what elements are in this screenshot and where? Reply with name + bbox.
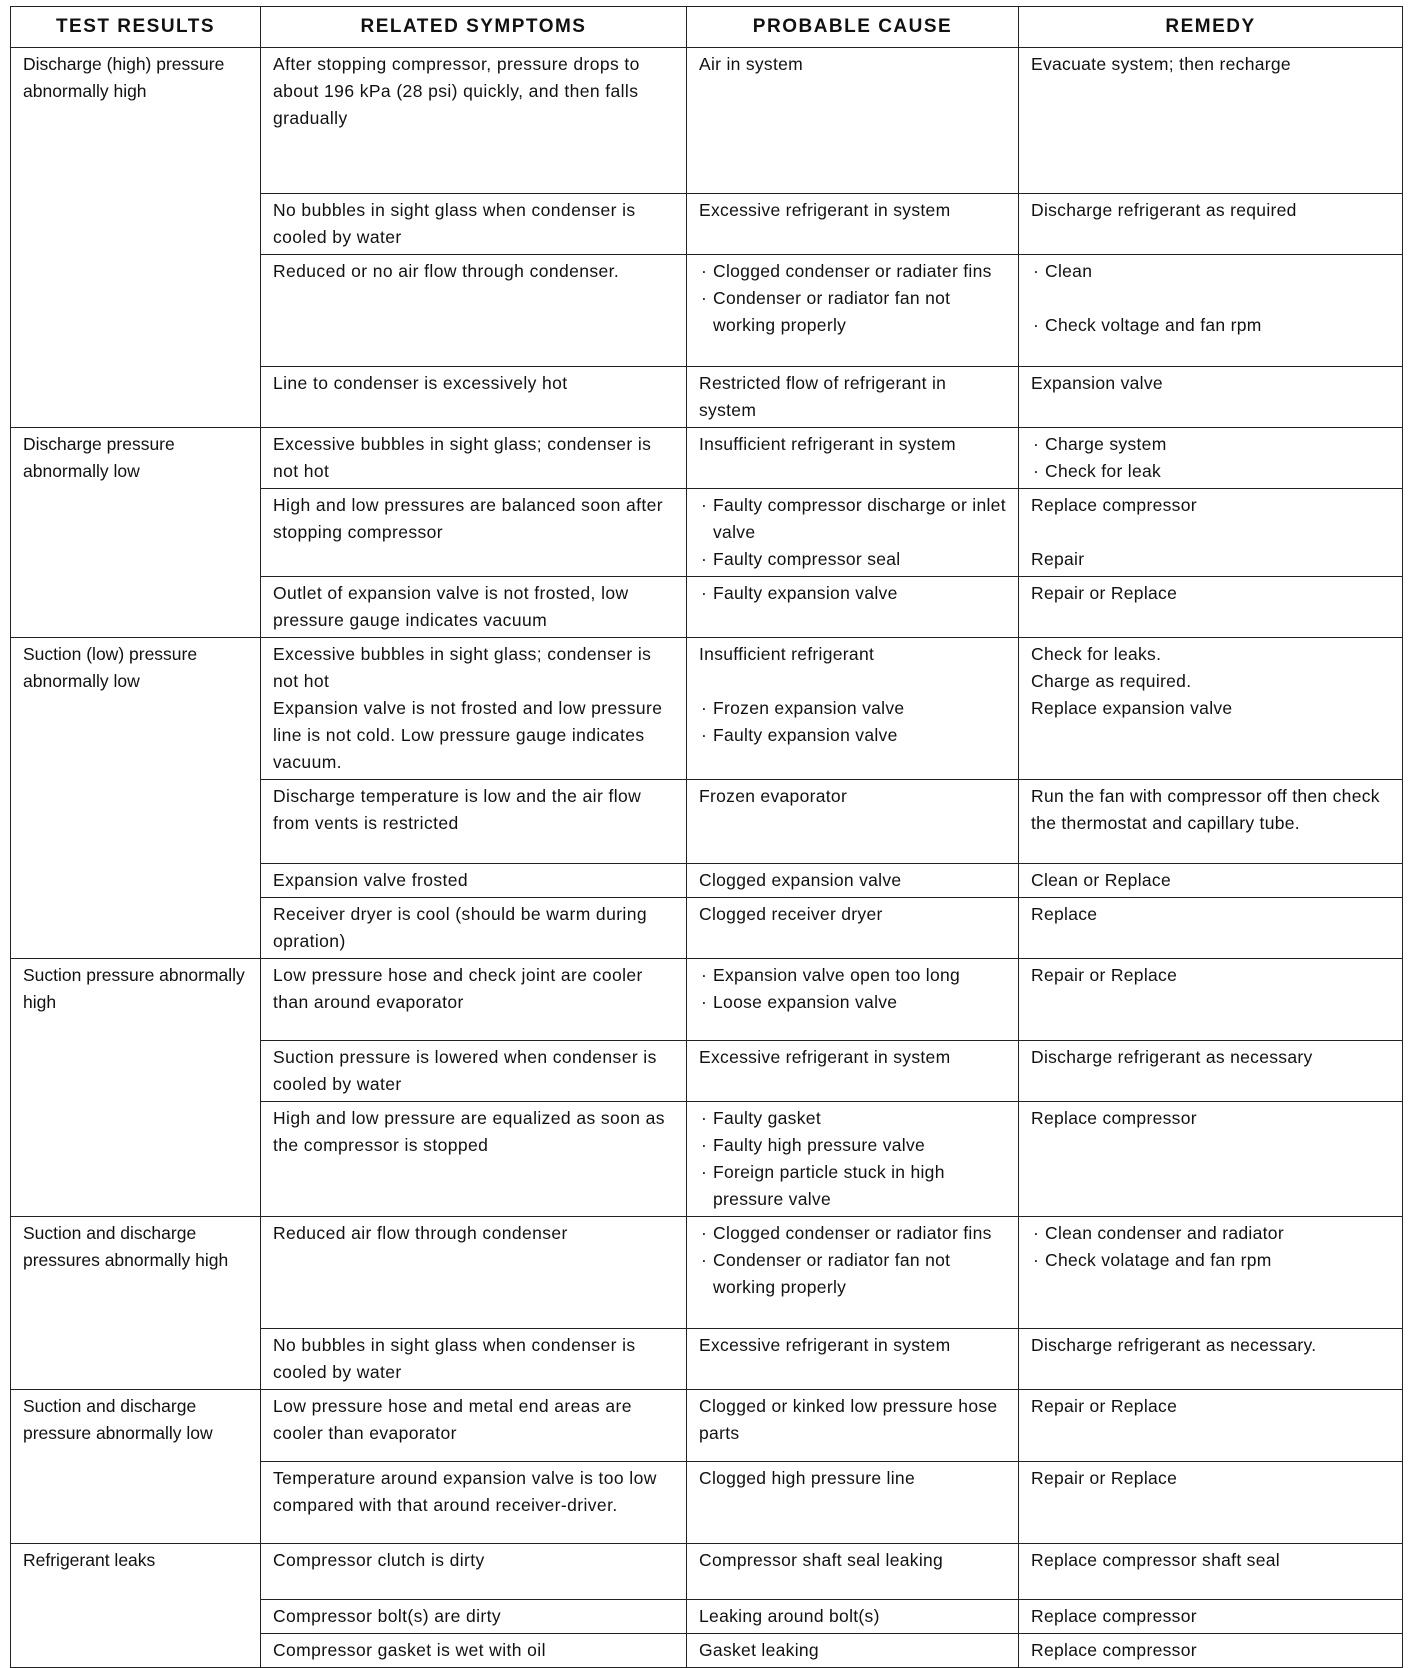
cause-cell bbox=[687, 1634, 1019, 1668]
remedy-cell bbox=[1019, 780, 1403, 864]
remedy-line: Replace compressor shaft seal bbox=[1031, 1550, 1280, 1570]
remedy-cell bbox=[1019, 1390, 1403, 1462]
cause-line: · Faulty expansion valve bbox=[699, 722, 1008, 749]
header-row bbox=[11, 7, 1403, 48]
header-remedy: REMEDY bbox=[1019, 7, 1403, 48]
symptom-cell bbox=[261, 959, 687, 1041]
remedy-cell bbox=[1019, 48, 1403, 194]
remedy-line: Repair or Replace bbox=[1031, 1396, 1178, 1416]
cause-cell bbox=[687, 1329, 1019, 1390]
cause-line: · Condenser or radiator fan not working properly bbox=[699, 1247, 1008, 1301]
cause-cell bbox=[687, 898, 1019, 959]
symptom-cell bbox=[261, 864, 687, 898]
cause-line: Compressor shaft seal leaking bbox=[699, 1550, 944, 1570]
test-result-cell: Suction pressure abnormally high bbox=[11, 959, 261, 1217]
symptom-line: Reduced air flow through condenser bbox=[273, 1223, 568, 1243]
cause-cell bbox=[687, 48, 1019, 194]
remedy-spacer bbox=[1031, 285, 1392, 312]
troubleshooting-chart bbox=[10, 6, 1402, 1668]
symptom-cell bbox=[261, 48, 687, 194]
symptom-cell bbox=[261, 1600, 687, 1634]
cause-cell bbox=[687, 489, 1019, 577]
cause-line: · Faulty expansion valve bbox=[699, 580, 1008, 607]
test-result-cell: Suction and discharge pressure abnormally low bbox=[11, 1390, 261, 1544]
remedy-cell bbox=[1019, 1544, 1403, 1600]
remedy-line: Charge as required. bbox=[1031, 671, 1192, 691]
symptom-line: Excessive bubbles in sight glass; condenser is not hot bbox=[273, 644, 652, 691]
remedy-cell bbox=[1019, 1041, 1403, 1102]
remedy-line: Repair bbox=[1031, 549, 1085, 569]
remedy-cell bbox=[1019, 1600, 1403, 1634]
cause-line: Insufficient refrigerant in system bbox=[699, 434, 956, 454]
cause-line: · Faulty high pressure valve bbox=[699, 1132, 1008, 1159]
table-row bbox=[11, 959, 1403, 1041]
symptom-line: Discharge temperature is low and the air flow from vents is restricted bbox=[273, 786, 642, 833]
cause-cell bbox=[687, 1600, 1019, 1634]
symptom-cell bbox=[261, 255, 687, 367]
remedy-cell bbox=[1019, 1634, 1403, 1668]
cause-cell bbox=[687, 577, 1019, 638]
table-header bbox=[11, 7, 1403, 48]
cause-cell bbox=[687, 367, 1019, 428]
cause-cell bbox=[687, 780, 1019, 864]
symptom-line: Compressor gasket is wet with oil bbox=[273, 1640, 546, 1660]
remedy-cell bbox=[1019, 959, 1403, 1041]
symptom-cell bbox=[261, 1634, 687, 1668]
cause-line: Frozen evaporator bbox=[699, 786, 848, 806]
test-result-cell: Suction and discharge pressures abnormally high bbox=[11, 1217, 261, 1390]
remedy-line: Clean or Replace bbox=[1031, 870, 1172, 890]
header-related-symptoms: RELATED SYMPTOMS bbox=[261, 7, 687, 48]
remedy-line: Check for leaks. bbox=[1031, 644, 1162, 664]
remedy-cell bbox=[1019, 1329, 1403, 1390]
cause-line: Clogged high pressure line bbox=[699, 1468, 915, 1488]
remedy-line: · Check for leak bbox=[1031, 458, 1392, 485]
symptom-cell bbox=[261, 1217, 687, 1329]
remedy-cell bbox=[1019, 428, 1403, 489]
symptom-line: Expansion valve frosted bbox=[273, 870, 469, 890]
cause-line: Excessive refrigerant in system bbox=[699, 1335, 951, 1355]
remedy-line: · Clean bbox=[1031, 258, 1392, 285]
symptom-cell bbox=[261, 1462, 687, 1544]
cause-line: Air in system bbox=[699, 54, 804, 74]
symptom-cell bbox=[261, 898, 687, 959]
cause-line: Clogged or kinked low pressure hose parts bbox=[699, 1396, 998, 1443]
remedy-cell bbox=[1019, 1462, 1403, 1544]
remedy-line: Replace compressor bbox=[1031, 495, 1197, 515]
table-row bbox=[11, 638, 1403, 780]
table-row bbox=[11, 1390, 1403, 1462]
remedy-cell bbox=[1019, 577, 1403, 638]
remedy-cell bbox=[1019, 898, 1403, 959]
cause-line: · Frozen expansion valve bbox=[699, 695, 1008, 722]
symptom-cell bbox=[261, 1102, 687, 1217]
remedy-line: · Check voltage and fan rpm bbox=[1031, 312, 1392, 339]
symptom-line: Temperature around expansion valve is too low compared with that around receiver-driver. bbox=[273, 1468, 657, 1515]
symptom-line: Outlet of expansion valve is not frosted, low pressure gauge indicates vacuum bbox=[273, 583, 629, 630]
cause-line: Restricted flow of refrigerant in system bbox=[699, 373, 947, 420]
cause-line: · Clogged condenser or radiater fins bbox=[699, 258, 1008, 285]
symptom-cell bbox=[261, 638, 687, 780]
cause-line: · Foreign particle stuck in high pressure valve bbox=[699, 1159, 1008, 1213]
cause-line: Excessive refrigerant in system bbox=[699, 200, 951, 220]
table-row bbox=[11, 48, 1403, 194]
remedy-line: Evacuate system; then recharge bbox=[1031, 54, 1291, 74]
symptom-cell bbox=[261, 1041, 687, 1102]
symptom-line: No bubbles in sight glass when condenser is cooled by water bbox=[273, 1335, 636, 1382]
symptom-line: Suction pressure is lowered when condenser is cooled by water bbox=[273, 1047, 657, 1094]
symptom-line: Compressor clutch is dirty bbox=[273, 1550, 485, 1570]
remedy-cell bbox=[1019, 1217, 1403, 1329]
remedy-line: Repair or Replace bbox=[1031, 1468, 1178, 1488]
symptom-line: Receiver dryer is cool (should be warm during opration) bbox=[273, 904, 647, 951]
table-row bbox=[11, 428, 1403, 489]
symptom-line: No bubbles in sight glass when condenser is cooled by water bbox=[273, 200, 636, 247]
remedy-line: Repair or Replace bbox=[1031, 965, 1178, 985]
remedy-line: Replace compressor bbox=[1031, 1606, 1197, 1626]
header-test-results: TEST RESULTS bbox=[11, 7, 261, 48]
remedy-cell bbox=[1019, 864, 1403, 898]
remedy-line: · Check volatage and fan rpm bbox=[1031, 1247, 1392, 1274]
test-result-cell: Refrigerant leaks bbox=[11, 1544, 261, 1668]
troubleshooting-table bbox=[10, 6, 1403, 1668]
symptom-cell bbox=[261, 780, 687, 864]
symptom-line: Line to condenser is excessively hot bbox=[273, 373, 568, 393]
test-result-cell: Discharge pressure abnormally low bbox=[11, 428, 261, 638]
table-row bbox=[11, 1217, 1403, 1329]
symptom-line: After stopping compressor, pressure drops to about 196 kPa (28 psi) quickly, and then falls gradually bbox=[273, 54, 640, 128]
remedy-line: Replace compressor bbox=[1031, 1108, 1197, 1128]
cause-line: Insufficient refrigerant bbox=[699, 644, 875, 664]
remedy-cell bbox=[1019, 1102, 1403, 1217]
symptom-cell bbox=[261, 489, 687, 577]
symptom-line: High and low pressure are equalized as soon as the compressor is stopped bbox=[273, 1108, 665, 1155]
remedy-line: Replace bbox=[1031, 904, 1098, 924]
cause-cell bbox=[687, 959, 1019, 1041]
remedy-line: Discharge refrigerant as necessary bbox=[1031, 1047, 1313, 1067]
cause-cell bbox=[687, 255, 1019, 367]
remedy-line: · Charge system bbox=[1031, 431, 1392, 458]
test-result-cell: Discharge (high) pressure abnormally high bbox=[11, 48, 261, 428]
symptom-line: Excessive bubbles in sight glass; condenser is not hot bbox=[273, 434, 652, 481]
symptom-line: High and low pressures are balanced soon after stopping compressor bbox=[273, 495, 664, 542]
remedy-line: Discharge refrigerant as required bbox=[1031, 200, 1297, 220]
cause-line: · Faulty compressor seal bbox=[699, 546, 1008, 573]
remedy-cell bbox=[1019, 194, 1403, 255]
symptom-cell bbox=[261, 1329, 687, 1390]
cause-line: · Expansion valve open too long bbox=[699, 962, 1008, 989]
cause-cell bbox=[687, 1102, 1019, 1217]
remedy-spacer bbox=[1031, 519, 1392, 546]
cause-line: · Faulty gasket bbox=[699, 1105, 1008, 1132]
remedy-cell bbox=[1019, 255, 1403, 367]
cause-line: · Clogged condenser or radiator fins bbox=[699, 1220, 1008, 1247]
symptom-line: Low pressure hose and check joint are cooler than around evaporator bbox=[273, 965, 643, 1012]
header-probable-cause: PROBABLE CAUSE bbox=[687, 7, 1019, 48]
symptom-cell bbox=[261, 428, 687, 489]
remedy-line: Repair or Replace bbox=[1031, 583, 1178, 603]
remedy-line: Discharge refrigerant as necessary. bbox=[1031, 1335, 1317, 1355]
cause-line: · Loose expansion valve bbox=[699, 989, 1008, 1016]
symptom-cell bbox=[261, 367, 687, 428]
cause-spacer bbox=[699, 668, 1008, 695]
remedy-line: · Clean condenser and radiator bbox=[1031, 1220, 1392, 1247]
symptom-cell bbox=[261, 194, 687, 255]
symptom-cell bbox=[261, 1390, 687, 1462]
cause-cell bbox=[687, 428, 1019, 489]
test-result-cell: Suction (low) pressure abnormally low bbox=[11, 638, 261, 959]
remedy-line: Replace expansion valve bbox=[1031, 698, 1233, 718]
symptom-line: Low pressure hose and metal end areas are cooler than evaporator bbox=[273, 1396, 632, 1443]
cause-line: Gasket leaking bbox=[699, 1640, 819, 1660]
table-body bbox=[11, 48, 1403, 1668]
table-row bbox=[11, 1544, 1403, 1600]
symptom-cell bbox=[261, 577, 687, 638]
cause-line: Clogged receiver dryer bbox=[699, 904, 883, 924]
remedy-cell bbox=[1019, 638, 1403, 780]
cause-line: · Condenser or radiator fan not working properly bbox=[699, 285, 1008, 339]
cause-cell bbox=[687, 1217, 1019, 1329]
cause-cell bbox=[687, 1390, 1019, 1462]
remedy-line: Replace compressor bbox=[1031, 1640, 1197, 1660]
remedy-cell bbox=[1019, 367, 1403, 428]
remedy-line: Expansion valve bbox=[1031, 373, 1163, 393]
cause-cell bbox=[687, 638, 1019, 780]
cause-cell bbox=[687, 1462, 1019, 1544]
cause-cell bbox=[687, 1544, 1019, 1600]
cause-line: · Faulty compressor discharge or inlet valve bbox=[699, 492, 1008, 546]
symptom-line: Expansion valve is not frosted and low pressure line is not cold. Low pressure gauge indicates vacuum. bbox=[273, 698, 663, 772]
cause-cell bbox=[687, 1041, 1019, 1102]
cause-cell bbox=[687, 864, 1019, 898]
cause-line: Clogged expansion valve bbox=[699, 870, 902, 890]
remedy-line: Run the fan with compressor off then check the thermostat and capillary tube. bbox=[1031, 786, 1380, 833]
cause-cell bbox=[687, 194, 1019, 255]
cause-line: Excessive refrigerant in system bbox=[699, 1047, 951, 1067]
symptom-cell bbox=[261, 1544, 687, 1600]
cause-line: Leaking around bolt(s) bbox=[699, 1606, 880, 1626]
symptom-line: Compressor bolt(s) are dirty bbox=[273, 1606, 502, 1626]
symptom-line: Reduced or no air flow through condenser. bbox=[273, 261, 620, 281]
remedy-cell bbox=[1019, 489, 1403, 577]
